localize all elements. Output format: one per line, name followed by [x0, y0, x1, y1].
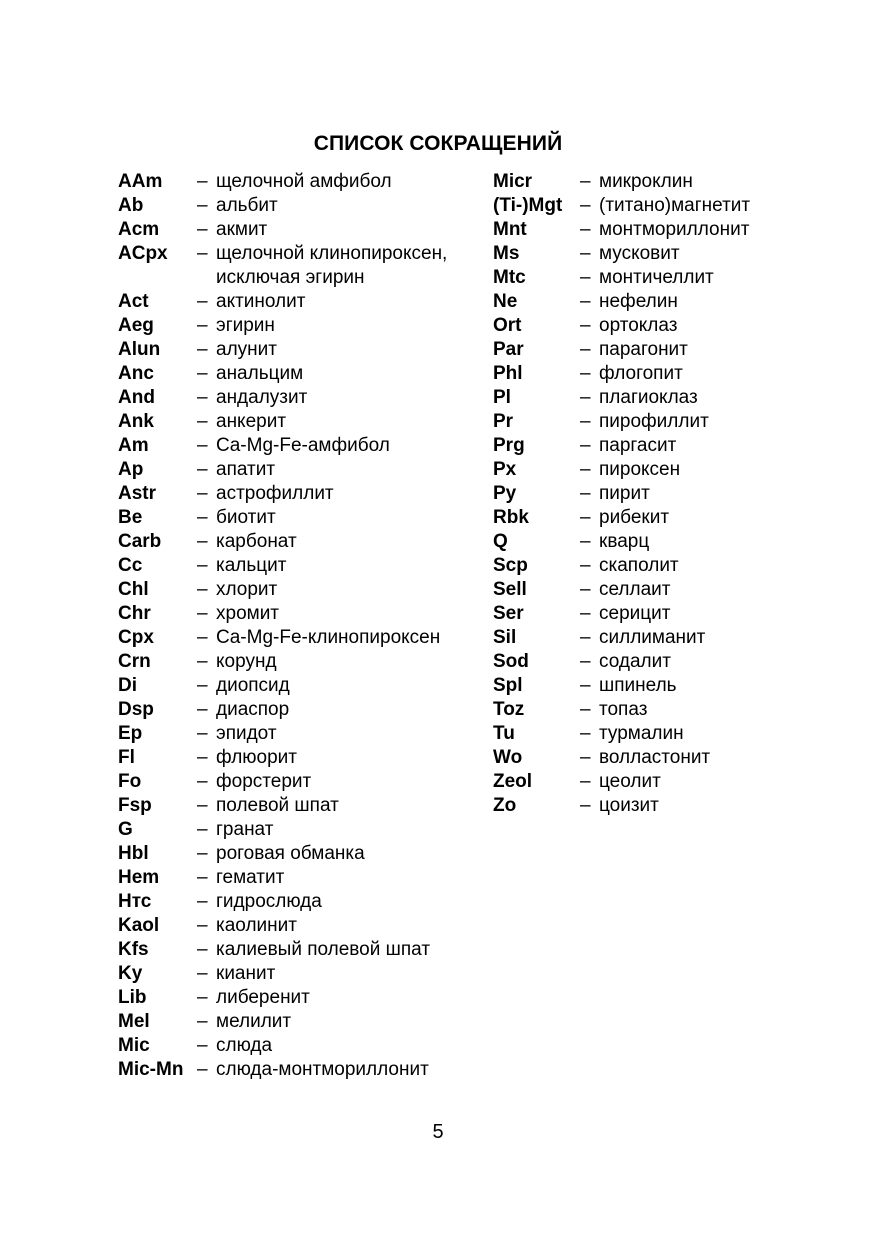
abbreviation-dash: – [197, 627, 208, 648]
abbreviation-entry [118, 362, 488, 386]
abbreviation-entry [118, 866, 488, 890]
abbreviation-code: Par [493, 339, 524, 360]
abbreviation-dash: – [580, 555, 591, 576]
abbreviation-dash: – [197, 963, 208, 984]
abbreviation-definition: паргасит [599, 435, 677, 456]
abbreviation-entry [118, 386, 488, 410]
abbreviation-dash: – [197, 411, 208, 432]
abbreviation-entry [493, 746, 823, 770]
abbreviation-dash: – [580, 507, 591, 528]
abbreviation-code: ACpx [118, 243, 168, 264]
abbreviation-definition: рибекит [599, 507, 670, 528]
abbreviation-entry [493, 170, 823, 194]
abbreviation-entry [493, 698, 823, 722]
abbreviation-definition: пирофиллит [599, 411, 709, 432]
abbreviation-entry [493, 410, 823, 434]
abbreviation-code: Kaol [118, 915, 160, 936]
abbreviation-dash: – [197, 555, 208, 576]
abbreviation-definition: содалит [599, 651, 671, 672]
abbreviation-code: Chr [118, 603, 151, 624]
abbreviation-entry [493, 362, 823, 386]
abbreviation-definition: алунит [216, 339, 277, 360]
abbreviation-code: Mel [118, 1011, 150, 1032]
abbreviation-definition: форстерит [216, 771, 312, 792]
abbreviation-dash: – [197, 459, 208, 480]
abbreviation-dash: – [197, 339, 208, 360]
abbreviation-dash: – [197, 939, 208, 960]
abbreviation-entry [118, 626, 488, 650]
abbreviation-dash: – [580, 627, 591, 648]
abbreviation-definition: ортоклаз [599, 315, 678, 336]
abbreviation-dash: – [197, 483, 208, 504]
abbreviation-entry [493, 770, 823, 794]
abbreviation-code: Be [118, 507, 143, 528]
abbreviation-code: Micr [493, 171, 533, 192]
abbreviation-dash: – [580, 771, 591, 792]
abbreviation-definition: Ca-Mg-Fe-амфибол [216, 435, 390, 456]
abbreviation-code: Ank [118, 411, 154, 432]
abbreviations-left-column [118, 170, 488, 1082]
abbreviation-code: Fsp [118, 795, 152, 816]
abbreviation-code: Spl [493, 675, 523, 696]
abbreviation-definition: пироксен [599, 459, 681, 480]
abbreviation-dash: – [197, 243, 208, 264]
abbreviation-entry [118, 410, 488, 434]
abbreviation-definition: цеолит [599, 771, 661, 792]
abbreviation-definition: кварц [599, 531, 650, 552]
abbreviation-dash: – [580, 291, 591, 312]
abbreviation-dash: – [197, 531, 208, 552]
abbreviation-entry [493, 290, 823, 314]
abbreviation-definition: флогопит [599, 363, 683, 384]
abbreviation-code: Prg [493, 435, 525, 456]
abbreviation-entry [493, 650, 823, 674]
page-title: СПИСОК СОКРАЩЕНИЙ [313, 132, 563, 156]
abbreviation-entry [493, 554, 823, 578]
abbreviation-entry [118, 506, 488, 530]
abbreviation-dash: – [580, 339, 591, 360]
abbreviation-code: Scp [493, 555, 528, 576]
abbreviation-entry [118, 194, 488, 218]
abbreviation-dash: – [580, 219, 591, 240]
abbreviation-dash: – [197, 363, 208, 384]
abbreviation-entry [118, 842, 488, 866]
abbreviation-code: Zo [493, 795, 517, 816]
abbreviation-code: Phl [493, 363, 523, 384]
abbreviation-code: Am [118, 435, 149, 456]
abbreviation-entry [493, 578, 823, 602]
abbreviation-entry [118, 242, 488, 290]
abbreviation-dash: – [580, 747, 591, 768]
abbreviation-entry [118, 650, 488, 674]
abbreviation-definition: диопсид [216, 675, 290, 696]
abbreviation-dash: – [197, 819, 208, 840]
abbreviation-definition: мусковит [599, 243, 680, 264]
abbreviation-entry [118, 602, 488, 626]
abbreviation-definition: топаз [599, 699, 648, 720]
abbreviation-definition: турмалин [599, 723, 684, 744]
abbreviation-code: Sod [493, 651, 529, 672]
abbreviation-dash: – [197, 795, 208, 816]
abbreviation-dash: – [197, 171, 208, 192]
abbreviation-code: Px [493, 459, 517, 480]
abbreviation-definition: силлиманит [599, 627, 706, 648]
abbreviation-entry [118, 482, 488, 506]
abbreviation-definition: серицит [599, 603, 671, 624]
abbreviation-code: Toz [493, 699, 525, 720]
abbreviation-dash: – [197, 1035, 208, 1056]
abbreviation-dash: – [197, 507, 208, 528]
abbreviation-code: Ky [118, 963, 143, 984]
abbreviation-dash: – [580, 171, 591, 192]
abbreviation-definition: астрофиллит [216, 483, 334, 504]
abbreviation-definition: Ca-Mg-Fe-клинопироксен [216, 627, 441, 648]
abbreviation-definition: цоизит [599, 795, 659, 816]
abbreviation-entry [118, 434, 488, 458]
abbreviation-code: Acm [118, 219, 160, 240]
abbreviation-entry [118, 914, 488, 938]
abbreviation-dash: – [580, 411, 591, 432]
abbreviation-definition: щелочной амфибол [216, 171, 392, 192]
abbreviation-definition: полевой шпат [216, 795, 339, 816]
abbreviation-code: Fl [118, 747, 135, 768]
abbreviation-entry [118, 530, 488, 554]
abbreviation-code: Aeg [118, 315, 154, 336]
abbreviation-entry [493, 626, 823, 650]
abbreviation-entry [118, 794, 488, 818]
abbreviation-entry [118, 314, 488, 338]
abbreviation-entry [493, 434, 823, 458]
abbreviation-code: Sell [493, 579, 527, 600]
abbreviation-definition: пирит [599, 483, 650, 504]
abbreviation-code: (Ti-)Mgt [493, 195, 563, 216]
abbreviation-code: Mic-Mn [118, 1059, 184, 1080]
abbreviation-definition: корунд [216, 651, 277, 672]
abbreviation-dash: – [197, 1059, 208, 1080]
abbreviation-dash: – [197, 291, 208, 312]
abbreviation-entry [118, 1010, 488, 1034]
abbreviation-definition: (титано)магнетит [599, 195, 751, 216]
abbreviation-code: Tu [493, 723, 515, 744]
abbreviation-dash: – [580, 699, 591, 720]
abbreviation-definition: актинолит [216, 291, 306, 312]
abbreviation-definition: альбит [216, 195, 278, 216]
abbreviation-entry [118, 290, 488, 314]
abbreviation-dash: – [580, 483, 591, 504]
abbreviation-definition: эпидот [216, 723, 277, 744]
abbreviation-dash: – [580, 675, 591, 696]
abbreviation-dash: – [580, 723, 591, 744]
abbreviation-entry [118, 218, 488, 242]
abbreviation-code: AAm [118, 171, 163, 192]
abbreviation-dash: – [197, 747, 208, 768]
abbreviation-dash: – [197, 387, 208, 408]
abbreviation-code: Ap [118, 459, 144, 480]
abbreviation-code: Anc [118, 363, 154, 384]
abbreviation-definition: нефелин [599, 291, 678, 312]
abbreviation-entry [493, 386, 823, 410]
abbreviation-entry [493, 794, 823, 818]
abbreviation-code: Rbk [493, 507, 529, 528]
abbreviations-right-column [493, 170, 823, 818]
abbreviation-code: Hтс [118, 891, 152, 912]
abbreviation-definition: либеренит [216, 987, 310, 1008]
abbreviation-entry [118, 338, 488, 362]
abbreviation-dash: – [197, 651, 208, 672]
abbreviation-dash: – [580, 459, 591, 480]
abbreviation-dash: – [580, 795, 591, 816]
abbreviation-entry [493, 242, 823, 266]
abbreviation-dash: – [580, 531, 591, 552]
abbreviation-entry [493, 482, 823, 506]
abbreviation-code: Crn [118, 651, 151, 672]
abbreviation-code: Ort [493, 315, 522, 336]
abbreviation-dash: – [197, 435, 208, 456]
abbreviation-dash: – [580, 579, 591, 600]
abbreviation-entry [493, 314, 823, 338]
abbreviation-entry [493, 194, 823, 218]
abbreviation-definition: кианит [216, 963, 276, 984]
abbreviation-code: Pl [493, 387, 511, 408]
abbreviation-dash: – [197, 579, 208, 600]
abbreviation-definition: апатит [216, 459, 276, 480]
abbreviation-definition: парагонит [599, 339, 688, 360]
abbreviation-definition: эгирин [216, 315, 275, 336]
abbreviation-entry [493, 506, 823, 530]
abbreviation-definition: калиевый полевой шпат [216, 939, 431, 960]
abbreviation-code: Hem [118, 867, 160, 888]
abbreviation-code: Fo [118, 771, 142, 792]
abbreviation-definition: мелилит [216, 1011, 292, 1032]
abbreviation-dash: – [580, 243, 591, 264]
abbreviation-definition: гематит [216, 867, 285, 888]
abbreviation-definition: гранат [216, 819, 274, 840]
abbreviation-code: Hbl [118, 843, 149, 864]
abbreviation-dash: – [580, 387, 591, 408]
abbreviation-entry [118, 962, 488, 986]
abbreviation-dash: – [197, 1011, 208, 1032]
abbreviation-code: Ep [118, 723, 143, 744]
abbreviation-entry [118, 1034, 488, 1058]
abbreviation-entry [493, 338, 823, 362]
abbreviation-code: Alun [118, 339, 161, 360]
abbreviation-code: Cpx [118, 627, 154, 648]
abbreviation-entry [493, 674, 823, 698]
abbreviation-code: Act [118, 291, 149, 312]
page-number: 5 [432, 1121, 444, 1143]
abbreviation-entry [118, 818, 488, 842]
abbreviation-dash: – [197, 699, 208, 720]
abbreviation-definition: щелочной клинопироксен, исключая эгирин [216, 243, 448, 288]
abbreviation-code: Py [493, 483, 517, 504]
abbreviation-code: Astr [118, 483, 157, 504]
abbreviation-code: Ms [493, 243, 520, 264]
abbreviation-definition: слюда [216, 1035, 273, 1056]
abbreviation-definition: хромит [216, 603, 280, 624]
abbreviation-code: Lib [118, 987, 147, 1008]
abbreviation-entry [118, 746, 488, 770]
abbreviation-code: Carb [118, 531, 162, 552]
abbreviation-definition: анальцим [216, 363, 304, 384]
abbreviation-definition: анкерит [216, 411, 287, 432]
abbreviation-entry [118, 674, 488, 698]
abbreviation-entry [493, 722, 823, 746]
abbreviation-entry [118, 1058, 488, 1082]
abbreviation-definition: хлорит [216, 579, 278, 600]
abbreviation-definition: монтмориллонит [599, 219, 750, 240]
abbreviation-code: Zeol [493, 771, 533, 792]
abbreviation-dash: – [197, 315, 208, 336]
abbreviation-definition: акмит [216, 219, 268, 240]
abbreviation-entry [118, 890, 488, 914]
abbreviation-dash: – [197, 915, 208, 936]
abbreviation-definition: шпинель [599, 675, 677, 696]
abbreviation-code: Mtc [493, 267, 526, 288]
abbreviation-entry [493, 602, 823, 626]
abbreviation-definition: волластонит [599, 747, 711, 768]
abbreviation-definition: селлаит [599, 579, 671, 600]
abbreviation-dash: – [580, 195, 591, 216]
abbreviation-entry [493, 458, 823, 482]
abbreviation-definition: каолинит [216, 915, 297, 936]
abbreviation-definition: микроклин [599, 171, 693, 192]
abbreviation-definition: гидрослюда [216, 891, 322, 912]
abbreviation-definition: диаспор [216, 699, 290, 720]
abbreviation-dash: – [197, 843, 208, 864]
abbreviation-definition: андалузит [216, 387, 308, 408]
abbreviation-code: Pr [493, 411, 514, 432]
abbreviation-dash: – [580, 363, 591, 384]
abbreviation-code: Wo [493, 747, 523, 768]
abbreviation-dash: – [197, 867, 208, 888]
abbreviation-code: Ab [118, 195, 144, 216]
abbreviation-definition: кальцит [216, 555, 287, 576]
abbreviation-code: G [118, 819, 133, 840]
abbreviation-dash: – [197, 675, 208, 696]
abbreviation-code: Chl [118, 579, 149, 600]
abbreviation-entry [493, 530, 823, 554]
abbreviation-entry [118, 698, 488, 722]
abbreviation-definition: скаполит [599, 555, 679, 576]
abbreviation-dash: – [580, 651, 591, 672]
abbreviation-dash: – [197, 987, 208, 1008]
abbreviation-definition: биотит [216, 507, 276, 528]
abbreviation-definition: роговая обманка [216, 843, 365, 864]
abbreviation-code: Di [118, 675, 137, 696]
abbreviation-definition: слюда-монтмориллонит [216, 1059, 429, 1080]
abbreviation-code: Cc [118, 555, 143, 576]
abbreviation-entry [493, 266, 823, 290]
abbreviation-dash: – [580, 315, 591, 336]
abbreviation-entry [493, 218, 823, 242]
abbreviation-code: Mic [118, 1035, 150, 1056]
abbreviation-dash: – [580, 603, 591, 624]
abbreviation-definition: карбонат [216, 531, 297, 552]
abbreviation-code: Dsp [118, 699, 154, 720]
abbreviation-entry [118, 170, 488, 194]
abbreviation-dash: – [197, 771, 208, 792]
abbreviation-code: Sil [493, 627, 517, 648]
abbreviation-entry [118, 578, 488, 602]
abbreviation-entry [118, 458, 488, 482]
abbreviation-definition: плагиоклаз [599, 387, 698, 408]
abbreviation-definition: флюорит [216, 747, 298, 768]
abbreviation-code: Kfs [118, 939, 149, 960]
abbreviation-dash: – [580, 435, 591, 456]
abbreviation-dash: – [197, 723, 208, 744]
abbreviation-entry [118, 986, 488, 1010]
abbreviation-code: Mnt [493, 219, 527, 240]
abbreviation-dash: – [197, 891, 208, 912]
abbreviation-code: Ne [493, 291, 518, 312]
abbreviation-entry [118, 770, 488, 794]
abbreviation-definition: монтичеллит [599, 267, 714, 288]
abbreviation-entry [118, 722, 488, 746]
abbreviation-code: And [118, 387, 155, 408]
abbreviation-dash: – [197, 603, 208, 624]
abbreviation-entry [118, 938, 488, 962]
abbreviation-code: Ser [493, 603, 524, 624]
abbreviation-dash: – [197, 219, 208, 240]
abbreviation-code: Q [493, 531, 508, 552]
abbreviation-dash: – [580, 267, 591, 288]
abbreviation-dash: – [197, 195, 208, 216]
abbreviation-entry [118, 554, 488, 578]
